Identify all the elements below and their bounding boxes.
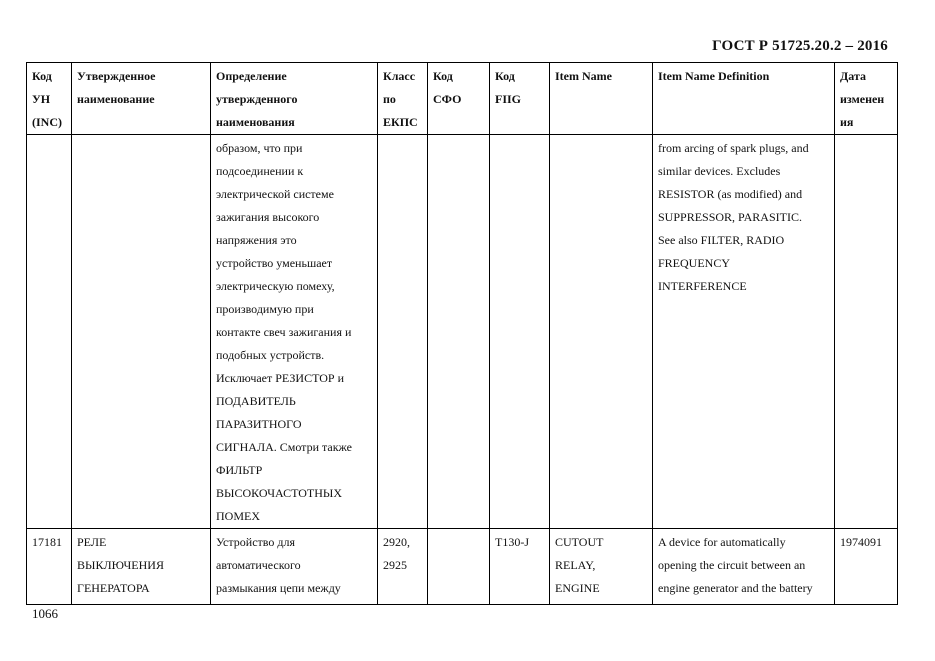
cell-line: T130-J bbox=[495, 535, 529, 549]
column-header-approved-name bbox=[72, 63, 211, 135]
cell-change-date bbox=[835, 135, 898, 529]
cell-line: 2925 bbox=[383, 558, 407, 572]
cell-line: Дата bbox=[840, 69, 866, 83]
cell-line: электрической системе bbox=[216, 187, 334, 201]
cell-item-name-definition bbox=[653, 529, 835, 605]
cell-line: ПОМЕХ bbox=[216, 509, 260, 523]
cell-line: Item Name bbox=[555, 69, 612, 83]
cell-code-un-inc bbox=[27, 135, 72, 529]
cell-line: Код bbox=[495, 69, 515, 83]
cell-line: 17181 bbox=[32, 535, 62, 549]
column-header-ekps-class bbox=[378, 63, 428, 135]
cell-line: opening the circuit between an bbox=[658, 558, 806, 572]
cell-sfo-code bbox=[428, 529, 490, 605]
header-row bbox=[27, 63, 898, 135]
table-row bbox=[27, 529, 898, 605]
cell-approved-name bbox=[72, 135, 211, 529]
cell-line: CUTOUT bbox=[555, 535, 604, 549]
cell-line: Устройство для bbox=[216, 535, 295, 549]
cell-line: Код bbox=[32, 69, 52, 83]
cell-line: утвержденного bbox=[216, 92, 298, 106]
cell-definition bbox=[211, 135, 378, 529]
cell-line: автоматического bbox=[216, 558, 301, 572]
cell-line: RELAY, bbox=[555, 558, 596, 572]
table-body bbox=[27, 135, 898, 605]
cell-definition bbox=[211, 529, 378, 605]
cell-line: контакте свеч зажигания и bbox=[216, 325, 352, 339]
cell-line: Класс bbox=[383, 69, 416, 83]
cell-line: РЕЛЕ bbox=[77, 535, 107, 549]
cell-code-un-inc bbox=[27, 529, 72, 605]
cell-line: See also FILTER, RADIO bbox=[658, 233, 785, 247]
cell-line: размыкания цепи между bbox=[216, 581, 341, 595]
column-header-definition bbox=[211, 63, 378, 135]
cell-approved-name bbox=[72, 529, 211, 605]
cell-line: напряжения это bbox=[216, 233, 297, 247]
cell-item-name bbox=[550, 529, 653, 605]
cell-line: УН bbox=[32, 92, 51, 106]
column-header-fiig-code bbox=[490, 63, 550, 135]
cell-item-name bbox=[550, 135, 653, 529]
document-standard-title: ГОСТ Р 51725.20.2 – 2016 bbox=[712, 38, 888, 54]
cell-ekps-class bbox=[378, 529, 428, 605]
table-row bbox=[27, 135, 898, 529]
cell-line: ПАРАЗИТНОГО bbox=[216, 417, 302, 431]
cell-line: engine generator and the battery bbox=[658, 581, 813, 595]
cell-line: ГЕНЕРАТОРА bbox=[77, 581, 150, 595]
cell-line: подобных устройств. bbox=[216, 348, 325, 362]
cell-line: СИГНАЛА. Смотри также bbox=[216, 440, 353, 454]
cell-line: (INC) bbox=[32, 115, 62, 129]
cell-line: A device for automatically bbox=[658, 535, 786, 549]
cell-line: FIIG bbox=[495, 92, 522, 106]
cell-line: INTERFERENCE bbox=[658, 279, 747, 293]
cell-line: образом, что при bbox=[216, 141, 303, 155]
cell-line: Исключает РЕЗИСТОР и bbox=[216, 371, 345, 385]
column-header-item-name-definition bbox=[653, 63, 835, 135]
cell-line: по bbox=[383, 92, 396, 106]
cell-line: FREQUENCY bbox=[658, 256, 731, 270]
cell-line: производимую при bbox=[216, 302, 314, 316]
cell-line: 2920, bbox=[383, 535, 410, 549]
cell-line: наименование bbox=[77, 92, 155, 106]
cell-line: ПОДАВИТЕЛЬ bbox=[216, 394, 296, 408]
cell-fiig-code bbox=[490, 529, 550, 605]
column-header-item-name bbox=[550, 63, 653, 135]
cell-line: ия bbox=[840, 115, 854, 129]
cell-item-name-definition bbox=[653, 135, 835, 529]
cell-change-date bbox=[835, 529, 898, 605]
table-header bbox=[27, 63, 898, 135]
column-header-sfo-code bbox=[428, 63, 490, 135]
cell-line: электрическую помеху, bbox=[216, 279, 335, 293]
cell-line: подсоединении к bbox=[216, 164, 304, 178]
cell-fiig-code bbox=[490, 135, 550, 529]
cell-line: ФИЛЬТР bbox=[216, 463, 263, 477]
column-header-change-date bbox=[835, 63, 898, 135]
catalog-table bbox=[26, 62, 898, 605]
cell-line: изменен bbox=[840, 92, 885, 106]
cell-line: Item Name Definition bbox=[658, 69, 770, 83]
cell-line: Код bbox=[433, 69, 453, 83]
cell-line: ENGINE bbox=[555, 581, 600, 595]
cell-line: СФО bbox=[433, 92, 462, 106]
cell-line: similar devices. Excludes bbox=[658, 164, 781, 178]
cell-line: RESISTOR (as modified) and bbox=[658, 187, 803, 201]
cell-line: from arcing of spark plugs, and bbox=[658, 141, 809, 155]
cell-line: Утвержденное bbox=[77, 69, 156, 83]
cell-line: наименования bbox=[216, 115, 295, 129]
cell-line: 1974091 bbox=[840, 535, 882, 549]
cell-line: устройство уменьшает bbox=[216, 256, 333, 270]
cell-ekps-class bbox=[378, 135, 428, 529]
cell-line: ВЫСОКОЧАСТОТНЫХ bbox=[216, 486, 343, 500]
cell-line: Определение bbox=[216, 69, 287, 83]
cell-sfo-code bbox=[428, 135, 490, 529]
cell-line: зажигания высокого bbox=[216, 210, 320, 224]
cell-line: ЕКПС bbox=[383, 115, 418, 129]
page-number: 1066 bbox=[32, 606, 58, 621]
cell-line: SUPPRESSOR, PARASITIC. bbox=[658, 210, 802, 224]
cell-line: ВЫКЛЮЧЕНИЯ bbox=[77, 558, 164, 572]
column-header-code-un-inc bbox=[27, 63, 72, 135]
